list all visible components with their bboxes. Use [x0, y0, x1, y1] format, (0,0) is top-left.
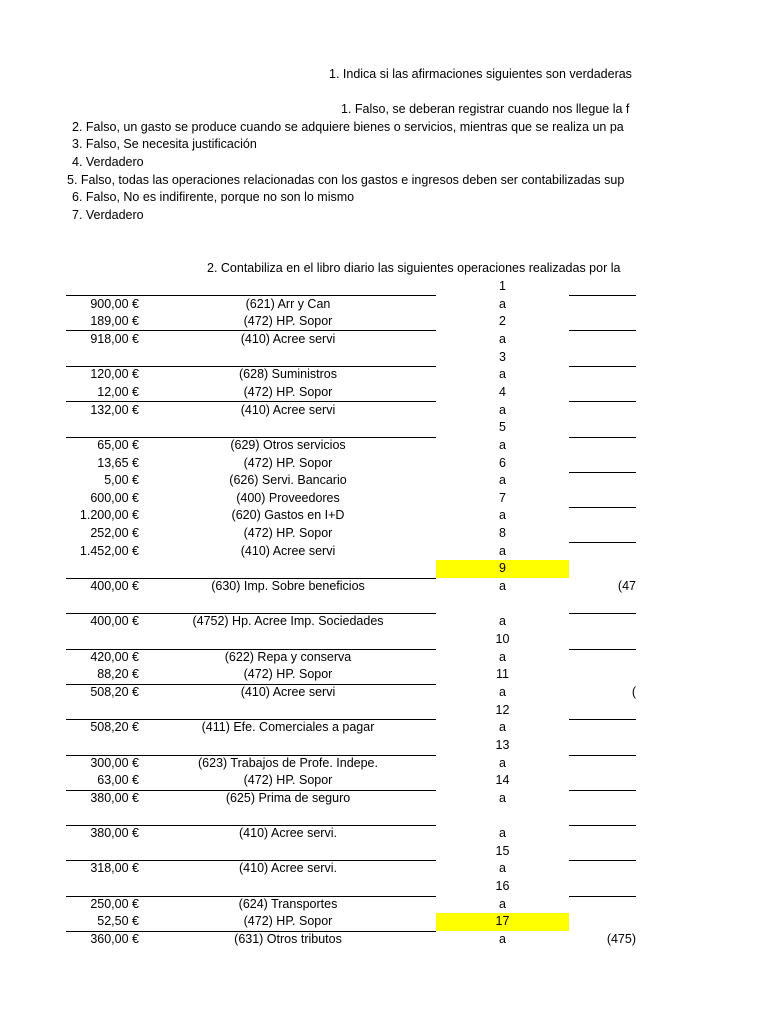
- rule-line: [66, 896, 436, 897]
- rule-line: [66, 719, 436, 720]
- answer-6: 6. Falso, No es indifirente, porque no son lo mismo: [72, 190, 355, 204]
- journal-row: [0, 825, 636, 843]
- account-cell: (411) Efe. Comerciales a pagar: [201, 720, 375, 735]
- entry-number-cell: a: [499, 861, 506, 876]
- credit-account-cell: (: [631, 684, 636, 699]
- amount-cell: 189,00 €: [90, 314, 139, 329]
- rule-line: [66, 295, 436, 296]
- answer-7: 7. Verdadero: [72, 208, 144, 222]
- journal-row: [0, 719, 636, 737]
- entry-number-cell: 7: [499, 490, 506, 505]
- amount-cell: 380,00 €: [90, 826, 139, 841]
- entry-number-cell: a: [499, 684, 506, 699]
- journal-row: [0, 437, 636, 455]
- rule-line: [569, 472, 636, 473]
- journal-row: [0, 490, 636, 508]
- entry-number-cell: 15: [495, 843, 510, 858]
- journal-row: [0, 455, 636, 473]
- journal-row: [0, 860, 636, 878]
- amount-cell: 13,65 €: [97, 455, 139, 470]
- rule-line: [66, 755, 436, 756]
- account-cell: (410) Acree servi.: [239, 861, 337, 876]
- rule-line: [66, 578, 436, 579]
- entry-number-cell: a: [499, 473, 506, 488]
- rule-line: [569, 896, 636, 897]
- rule-line: [66, 790, 436, 791]
- rule-line: [66, 860, 436, 861]
- journal-row: [0, 649, 636, 667]
- entry-number-cell: a: [499, 508, 506, 523]
- answer-5: 5. Falso, todas las operaciones relacionadas con los gastos e ingresos deben ser contabilizadas sup: [67, 173, 625, 187]
- account-cell: (472) HP. Sopor: [243, 314, 333, 329]
- entry-number-cell: a: [499, 614, 506, 629]
- rule-line: [569, 755, 636, 756]
- amount-cell: 65,00 €: [97, 437, 139, 452]
- entry-number-cell: a: [499, 367, 506, 382]
- entry-number-cell: 16: [495, 879, 510, 894]
- journal-row: [0, 543, 636, 561]
- entry-number-cell: a: [499, 402, 506, 417]
- journal-row: [0, 278, 636, 296]
- account-cell: (621) Arr y Can: [245, 296, 331, 311]
- entry-number-cell: 8: [499, 526, 506, 541]
- rule-line: [66, 437, 436, 438]
- journal-row: [0, 366, 636, 384]
- journal-row: [0, 419, 636, 437]
- amount-cell: 400,00 €: [90, 579, 139, 594]
- entry-number-cell: 11: [496, 667, 509, 682]
- journal-row: [0, 755, 636, 773]
- journal-row: [0, 525, 636, 543]
- entry-number-cell: a: [499, 932, 506, 947]
- amount-cell: 132,00 €: [90, 402, 139, 417]
- entry-number-cell: a: [499, 896, 506, 911]
- account-cell: (625) Prima de seguro: [225, 790, 351, 805]
- journal-row: [0, 560, 636, 578]
- account-cell: (472) HP. Sopor: [243, 914, 333, 929]
- answer-4: 4. Verdadero: [72, 155, 144, 169]
- rule-line: [569, 825, 636, 826]
- rule-line: [66, 825, 436, 826]
- rule-line: [569, 649, 636, 650]
- account-cell: (628) Suministros: [239, 367, 337, 382]
- rule-line: [66, 684, 436, 685]
- answer-3: 3. Falso, Se necesita justificación: [72, 137, 257, 151]
- question1-title: 1. Indica si las afirmaciones siguientes son verdaderas: [329, 67, 632, 81]
- entry-number-cell: 6: [499, 455, 506, 470]
- journal-row: [0, 666, 636, 684]
- account-cell: (472) HP. Sopor: [243, 667, 333, 682]
- journal-row: [0, 843, 636, 861]
- answer-2: 2. Falso, un gasto se produce cuando se adquiere bienes o servicios, mientras que se realiza un pa: [72, 120, 624, 134]
- entry-number-cell: a: [499, 755, 506, 770]
- amount-cell: 300,00 €: [90, 755, 139, 770]
- rule-line: [66, 366, 436, 367]
- rule-line: [66, 401, 436, 402]
- rule-line: [569, 719, 636, 720]
- amount-cell: 12,00 €: [97, 384, 139, 399]
- account-cell: (626) Servi. Bancario: [229, 473, 347, 488]
- account-cell: (472) HP. Sopor: [243, 384, 333, 399]
- amount-cell: 52,50 €: [97, 914, 139, 929]
- account-cell: (629) Otros servicios: [230, 437, 346, 452]
- answer-1: 1. Falso, se deberan registrar cuando nos llegue la f: [341, 102, 630, 116]
- journal-row: [0, 296, 636, 314]
- amount-cell: 380,00 €: [90, 790, 139, 805]
- journal-row: [0, 331, 636, 349]
- account-cell: (410) Acree servi: [240, 684, 336, 699]
- amount-cell: 360,00 €: [90, 932, 139, 947]
- amount-cell: 900,00 €: [90, 296, 139, 311]
- rule-line: [569, 613, 636, 614]
- rule-line: [569, 507, 636, 508]
- account-cell: (631) Otros tributos: [234, 932, 342, 947]
- amount-cell: 508,20 €: [90, 720, 139, 735]
- entry-number-cell: 17: [436, 913, 569, 931]
- amount-cell: 318,00 €: [90, 861, 139, 876]
- journal-row: [0, 631, 636, 649]
- amount-cell: 63,00 €: [97, 773, 139, 788]
- account-cell: (630) Imp. Sobre beneficios: [211, 579, 365, 594]
- amount-cell: 252,00 €: [90, 526, 139, 541]
- journal-row: [0, 808, 636, 826]
- account-cell: (623) Trabajos de Profe. Indepe.: [198, 755, 378, 770]
- amount-cell: 120,00 €: [90, 367, 139, 382]
- rule-line: [66, 330, 436, 331]
- rule-line: [569, 790, 636, 791]
- amount-cell: 5,00 €: [104, 473, 139, 488]
- journal-row: [0, 702, 636, 720]
- entry-number-cell: 10: [495, 632, 510, 646]
- amount-cell: 1.200,00 €: [79, 508, 139, 523]
- account-cell: (4752) Hp. Acree Imp. Sociedades: [192, 614, 384, 629]
- account-cell: (400) Proveedores: [236, 490, 340, 505]
- amount-cell: 918,00 €: [90, 331, 139, 346]
- entry-number-cell: 12: [495, 702, 510, 717]
- entry-number-cell: a: [499, 826, 506, 841]
- entry-number-cell: 13: [495, 737, 510, 752]
- entry-number-cell: 4: [499, 384, 506, 399]
- account-cell: (472) HP. Sopor: [243, 526, 333, 541]
- journal-row: [0, 507, 636, 525]
- entry-number-cell: a: [499, 649, 506, 664]
- entry-number-cell: a: [499, 296, 506, 311]
- rule-line: [569, 401, 636, 402]
- account-cell: (410) Acree servi: [240, 402, 336, 417]
- account-cell: (472) HP. Sopor: [243, 455, 333, 470]
- account-cell: (622) Repa y conserva: [224, 649, 352, 664]
- journal-row: [0, 913, 636, 931]
- rule-line: [569, 295, 636, 296]
- rule-line: [66, 613, 436, 614]
- account-cell: (410) Acree servi: [240, 543, 336, 558]
- journal-row: [0, 578, 636, 596]
- journal-row: [0, 402, 636, 420]
- amount-cell: 1.452,00 €: [79, 543, 139, 558]
- account-cell: (410) Acree servi: [240, 331, 336, 346]
- rule-line: [569, 366, 636, 367]
- rule-line: [66, 649, 436, 650]
- account-cell: (620) Gastos en I+D: [231, 508, 345, 523]
- question2-title: 2. Contabiliza en el libro diario las siguientes operaciones realizadas por la: [207, 261, 621, 275]
- entry-number-cell: 9: [436, 560, 569, 578]
- rule-line: [569, 437, 636, 438]
- entry-number-cell: a: [499, 720, 506, 735]
- journal-row: [0, 596, 636, 614]
- amount-cell: 88,20 €: [97, 667, 139, 682]
- journal-row: [0, 896, 636, 914]
- credit-account-cell: (47: [617, 579, 636, 594]
- entry-number-cell: 14: [495, 773, 510, 788]
- account-cell: (624) Transportes: [238, 896, 338, 911]
- journal-row: [0, 737, 636, 755]
- rule-line: [66, 931, 436, 932]
- entry-number-cell: a: [499, 579, 506, 594]
- journal-row: [0, 790, 636, 808]
- amount-cell: 508,20 €: [90, 684, 139, 699]
- entry-number-cell: a: [499, 543, 506, 558]
- account-cell: (472) HP. Sopor: [243, 773, 333, 788]
- rule-line: [569, 330, 636, 331]
- credit-account-cell: (475): [606, 932, 636, 947]
- account-cell: (410) Acree servi.: [239, 826, 337, 841]
- journal-row: [0, 472, 636, 490]
- journal-row: [0, 878, 636, 896]
- entry-number-cell: 3: [499, 349, 506, 364]
- amount-cell: 600,00 €: [90, 490, 139, 505]
- entry-number-cell: a: [499, 331, 506, 346]
- entry-number-cell: 5: [499, 420, 506, 435]
- journal-row: [0, 349, 636, 367]
- amount-cell: 420,00 €: [90, 649, 139, 664]
- journal-row: [0, 684, 636, 702]
- journal-row: [0, 613, 636, 631]
- journal-row: [0, 772, 636, 790]
- entry-number-cell: a: [499, 437, 506, 452]
- entry-number-cell: a: [499, 790, 506, 805]
- journal-row: [0, 384, 636, 402]
- entry-number-cell: 2: [499, 314, 506, 329]
- rule-line: [569, 860, 636, 861]
- amount-cell: 400,00 €: [90, 614, 139, 629]
- journal-row: [0, 931, 636, 949]
- entry-number-cell: 1: [499, 279, 506, 293]
- rule-line: [569, 542, 636, 543]
- amount-cell: 250,00 €: [90, 896, 139, 911]
- journal-row: [0, 313, 636, 331]
